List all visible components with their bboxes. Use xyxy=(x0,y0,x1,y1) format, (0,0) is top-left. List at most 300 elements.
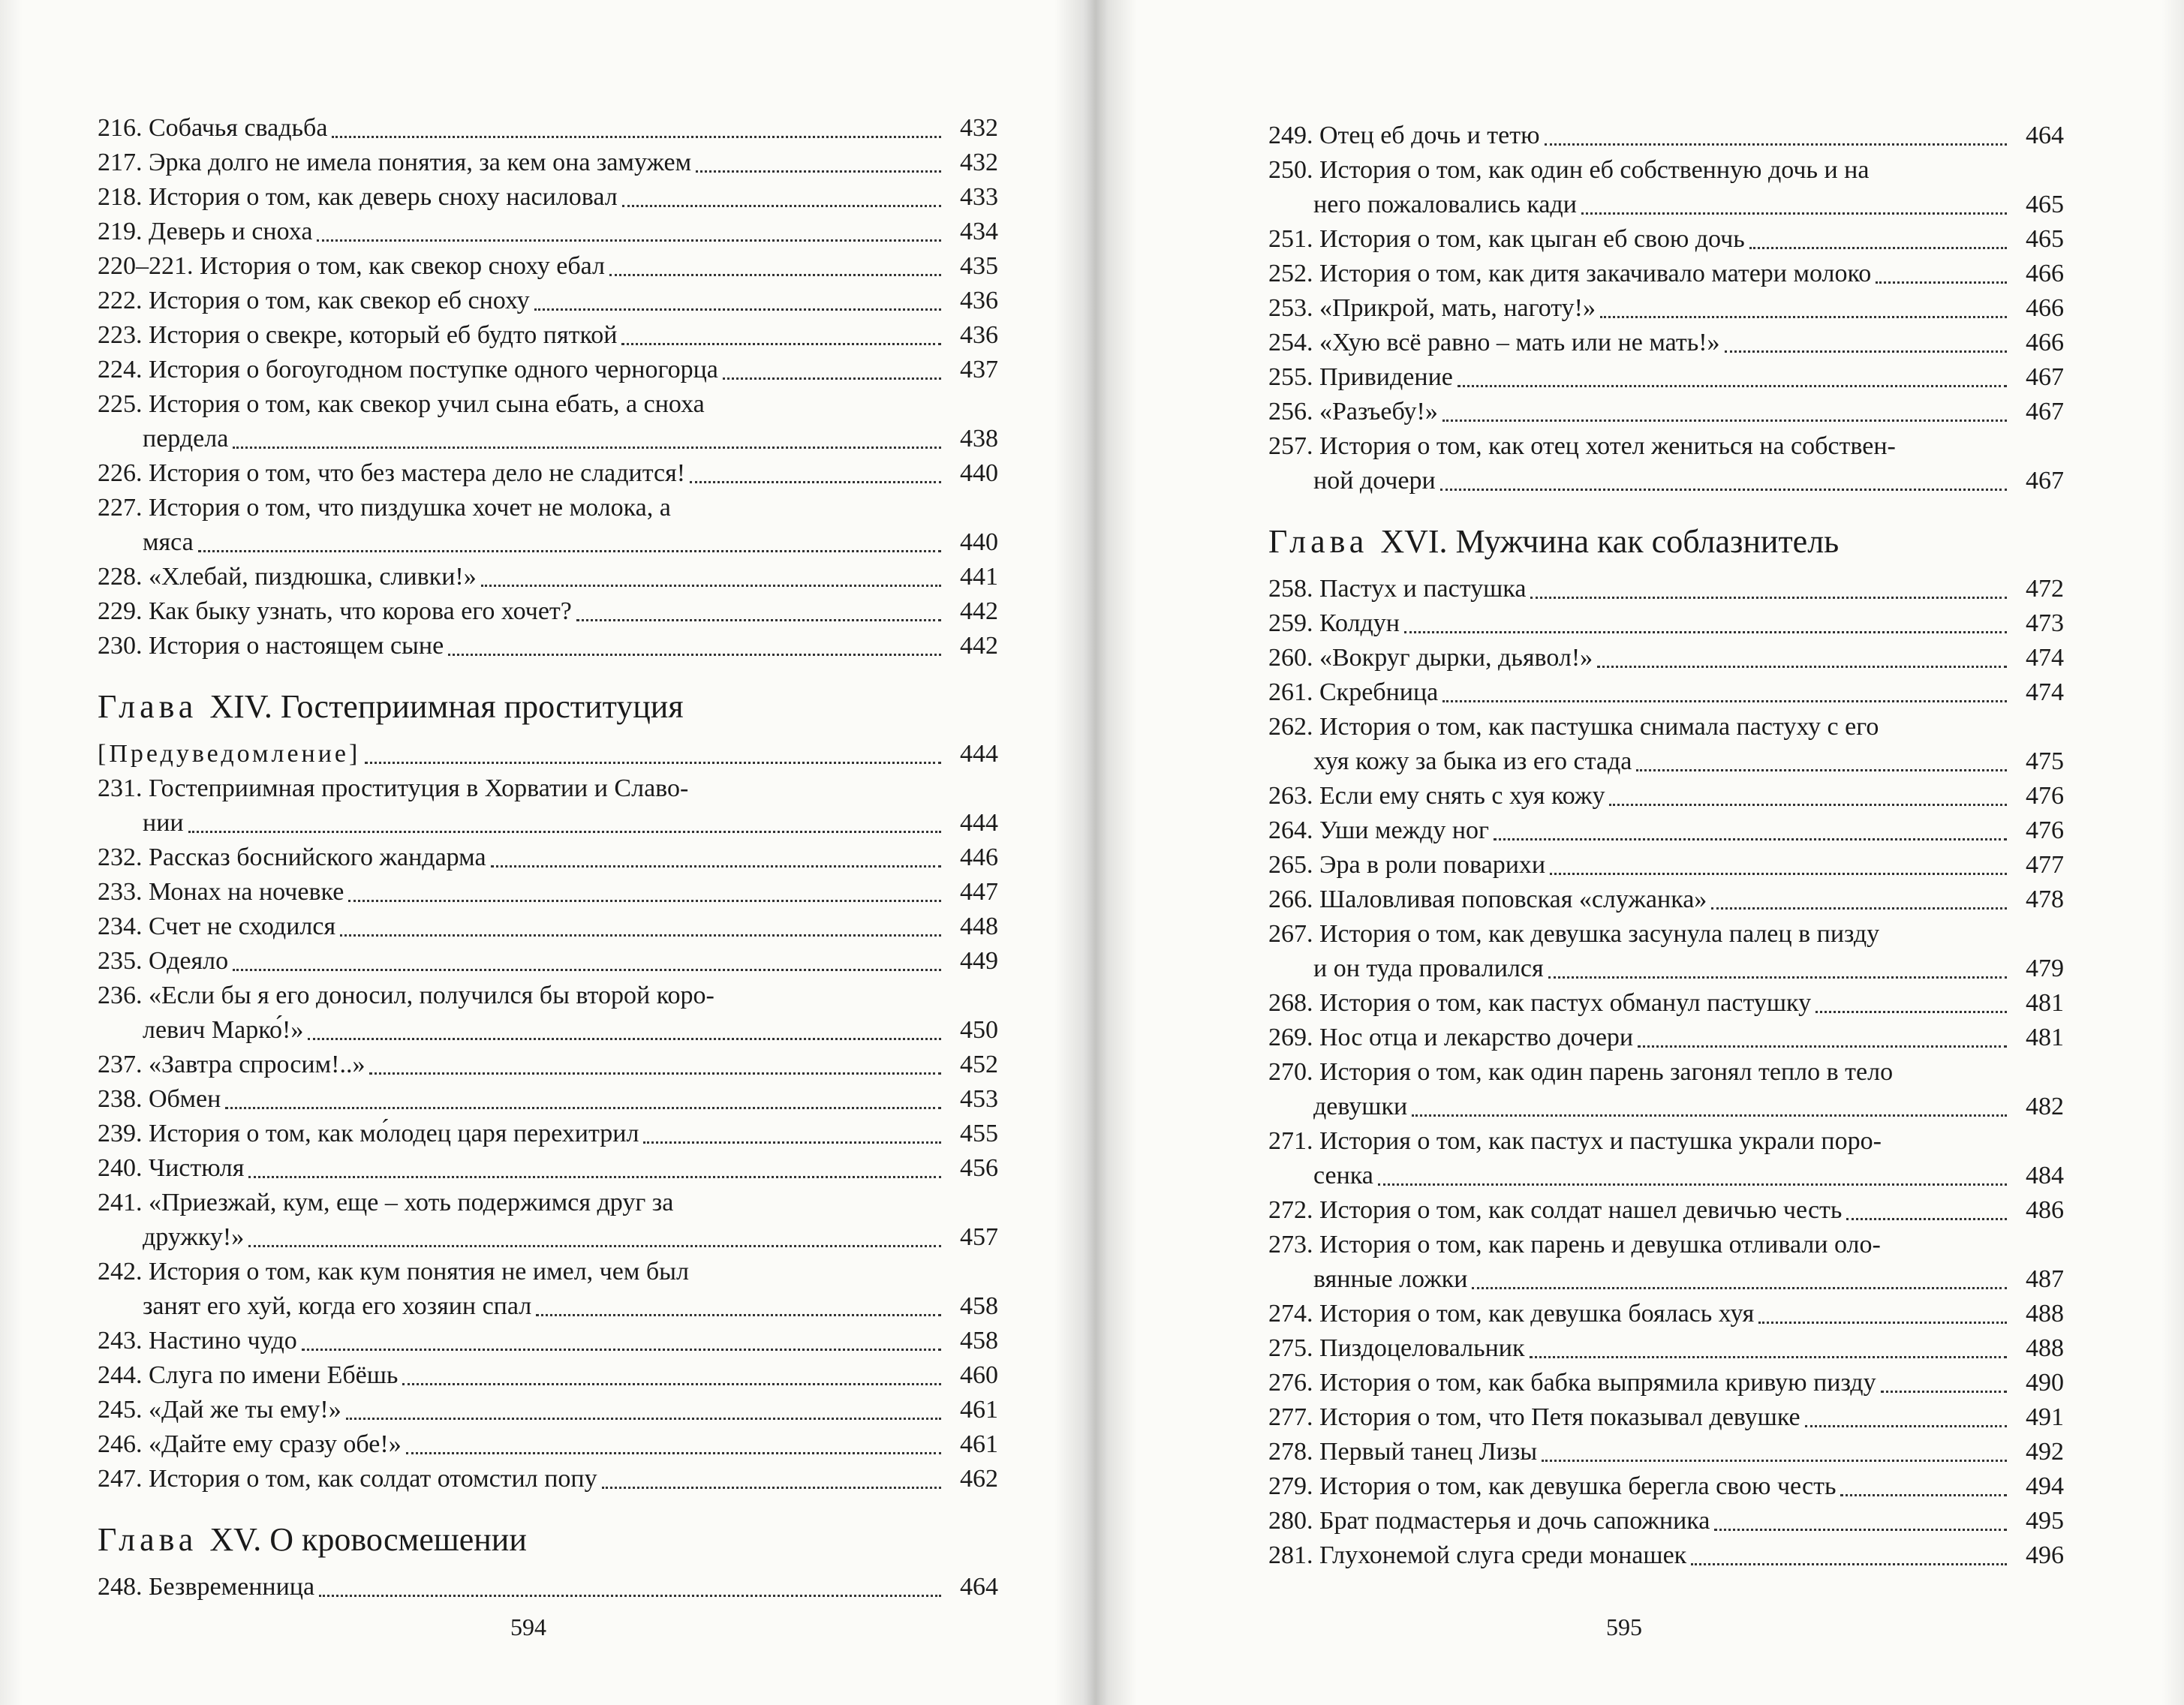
toc-entry-continuation xyxy=(98,1013,946,1048)
toc-entry-text-block xyxy=(98,180,946,215)
toc-page-number: 457 xyxy=(960,1223,998,1251)
toc-entry xyxy=(98,353,998,387)
dot-leader xyxy=(233,969,941,971)
toc-entry-text-block xyxy=(98,737,946,771)
toc-entry-title: 249. Отец еб дочь и тетю xyxy=(1268,122,1540,149)
toc-entry xyxy=(98,180,998,215)
toc-entry-title: 242. История о том, как кум понятия не имел, чем был xyxy=(98,1258,689,1286)
toc-entry-text-block xyxy=(98,944,946,979)
toc-page-number: 458 xyxy=(960,1327,998,1355)
toc-entry-text-block xyxy=(98,1255,946,1324)
dot-leader xyxy=(1404,631,2007,633)
page-edge-shadow xyxy=(0,0,23,1705)
toc-entry xyxy=(1268,222,2064,257)
toc-entry-text-block xyxy=(1268,675,2011,710)
toc-entry-text-block xyxy=(98,594,946,629)
toc-page-number: 477 xyxy=(2026,851,2064,879)
toc-page-number: 442 xyxy=(960,597,998,625)
toc-entry-text-block xyxy=(1268,986,2011,1021)
toc-entry-title: 231. Гостеприимная проституция в Хорватии и Славо- xyxy=(98,774,689,802)
dot-leader xyxy=(225,1107,941,1109)
toc-entry-title: 236. «Если бы я его доносил, получился бы второй коро- xyxy=(98,982,714,1009)
toc-entry-text-block xyxy=(98,1048,946,1082)
toc-entry-title-cont: ной дочери xyxy=(1313,467,1436,495)
dot-leader xyxy=(369,1072,941,1075)
toc-page-number: 467 xyxy=(2026,398,2064,425)
toc-entry-text-block xyxy=(98,1186,946,1255)
dot-leader xyxy=(302,1349,941,1351)
toc-entry-text-block xyxy=(98,629,946,663)
toc-entry-text-block xyxy=(98,560,946,594)
toc-page-number: 456 xyxy=(960,1154,998,1182)
toc-entry xyxy=(98,1462,998,1496)
toc-page-number: 481 xyxy=(2026,1024,2064,1051)
toc-page-number: 465 xyxy=(2026,225,2064,253)
toc-page-number: 461 xyxy=(960,1396,998,1424)
dot-leader xyxy=(1758,1322,2007,1324)
left-page xyxy=(0,0,1081,1705)
toc-entry-title: 270. История о том, как один парень загонял тепло в тело xyxy=(1268,1058,1894,1086)
toc-entry xyxy=(1268,1366,2064,1400)
toc-entry-continuation xyxy=(1268,1159,2011,1193)
dot-leader xyxy=(1846,1218,2007,1220)
toc-entry-title: 224. История о богоугодном поступке одного черногорца xyxy=(98,356,718,383)
page-number: 594 xyxy=(510,1613,546,1640)
dot-leader xyxy=(534,308,941,311)
toc-entry-title: 218. История о том, как деверь сноху насиловал xyxy=(98,183,618,211)
toc-page-number: 478 xyxy=(2026,886,2064,913)
toc-entry-title-cont: нии xyxy=(143,809,184,837)
toc-entry xyxy=(98,249,998,284)
toc-entry-title: 219. Деверь и сноха xyxy=(98,218,313,245)
toc-entry-text-block xyxy=(98,979,946,1048)
dot-leader xyxy=(1378,1183,2007,1186)
toc-entry-text-block xyxy=(1268,572,2011,606)
toc-entry-title: 278. Первый танец Лизы xyxy=(1268,1438,1538,1466)
dot-leader xyxy=(1597,666,2007,668)
toc-entry-text-block xyxy=(98,1462,946,1496)
dot-leader xyxy=(622,205,941,207)
toc-entry-title: 274. История о том, как девушка боялась хуя xyxy=(1268,1300,1755,1328)
toc-entry-title: 261. Скребница xyxy=(1268,678,1439,706)
toc-page-number: 481 xyxy=(2026,989,2064,1017)
toc-entry-title: 222. История о том, как свекор еб сноху xyxy=(98,287,530,314)
toc-page-number: 495 xyxy=(2026,1507,2064,1535)
toc-page-number: 464 xyxy=(960,1573,998,1601)
toc-entry xyxy=(1268,710,2064,779)
toc-entry xyxy=(1268,675,2064,710)
toc-entry-text-block xyxy=(1268,257,2011,291)
toc-entry-title: 216. Собачья свадьба xyxy=(98,114,328,142)
toc-entry-continuation xyxy=(98,1289,946,1324)
toc-entry-text-block xyxy=(1268,222,2011,257)
toc-entry-title: 234. Счет не сходился xyxy=(98,913,336,940)
toc-entry-text-block xyxy=(98,1570,946,1604)
toc-entry-text-block xyxy=(98,1117,946,1151)
toc-page-number: 473 xyxy=(2026,609,2064,637)
toc-entry-text-block xyxy=(98,318,946,353)
toc-entry-title-cont: левич Марко́!» xyxy=(143,1016,304,1044)
toc-page-number: 475 xyxy=(2026,747,2064,775)
dot-leader xyxy=(402,1383,941,1385)
toc-entry-title-cont: мяса xyxy=(143,528,194,556)
dot-leader xyxy=(1458,385,2007,387)
toc-page-number: 450 xyxy=(960,1016,998,1044)
toc-page-number: 494 xyxy=(2026,1472,2064,1500)
page-edge-shadow xyxy=(2161,0,2184,1705)
toc-entry-continuation xyxy=(1268,1090,2011,1124)
toc-entry-continuation xyxy=(1268,464,2011,498)
chapter-heading xyxy=(98,1517,998,1562)
toc-page-number: 490 xyxy=(2026,1369,2064,1397)
toc-entry-text-block xyxy=(98,1358,946,1393)
toc-entry xyxy=(1268,641,2064,675)
toc-entry-text-block xyxy=(1268,710,2011,779)
toc-page-number: 449 xyxy=(960,947,998,975)
dot-leader xyxy=(696,170,941,173)
toc-page-number: 432 xyxy=(960,149,998,176)
toc-entry-text-block xyxy=(1268,1400,2011,1435)
toc-entry-title: 280. Брат подмастерья и дочь сапожника xyxy=(1268,1507,1710,1535)
toc-page-number: 486 xyxy=(2026,1196,2064,1224)
toc-entry-title: 241. «Приезжай, кум, еще – хоть подержимся друг за xyxy=(98,1189,674,1216)
dot-leader xyxy=(1636,769,2007,771)
toc-entry-title: 220–221. История о том, как свекор сноху ебал xyxy=(98,252,605,280)
toc-entry-title: 217. Эрка долго не имела понятия, за кем она замужем xyxy=(98,149,692,176)
dot-leader xyxy=(1530,597,2007,599)
toc-page-number: 436 xyxy=(960,321,998,349)
toc-entry-text-block xyxy=(1268,848,2011,883)
toc-entry-continuation xyxy=(98,806,946,840)
dot-leader xyxy=(1545,143,2007,146)
chapter-label: Глава xyxy=(98,1521,198,1558)
toc-page-number: 444 xyxy=(960,740,998,768)
dot-leader xyxy=(1805,1425,2007,1427)
toc-entry-text-block xyxy=(1268,779,2011,813)
toc-entry-title-cont: и он туда провалился xyxy=(1313,955,1544,982)
toc-entry-title: 228. «Хлебай, пиздюшка, сливки!» xyxy=(98,563,477,591)
toc-entry xyxy=(1268,779,2064,813)
toc-entry-text-block xyxy=(1268,326,2011,360)
toc-page-number: 476 xyxy=(2026,816,2064,844)
toc-page-number: 465 xyxy=(2026,191,2064,218)
toc-entry-text-block xyxy=(1268,119,2011,153)
chapter-title: XVI. Мужчина как соблазнитель xyxy=(1380,523,1840,560)
book-gutter-shadow xyxy=(1054,0,1137,1705)
toc-entry-text-block xyxy=(1268,1538,2011,1573)
toc-entry xyxy=(98,1117,998,1151)
toc-entry xyxy=(98,146,998,180)
toc-page-number: 432 xyxy=(960,114,998,142)
toc-entry-text-block xyxy=(1268,1469,2011,1504)
toc-entry xyxy=(1268,1400,2064,1435)
toc-entry-title: 223. История о свекре, который еб будто пяткой xyxy=(98,321,618,349)
toc-page-number: 433 xyxy=(960,183,998,211)
toc-entry xyxy=(1268,1297,2064,1331)
toc-entry-title: 251. История о том, как цыган еб свою дочь xyxy=(1268,225,1745,253)
toc-entry-title: 275. Пиздоцеловальник xyxy=(1268,1334,1525,1362)
toc-entry xyxy=(98,1048,998,1082)
toc-entry-text-block xyxy=(98,771,946,840)
dot-leader xyxy=(1442,700,2007,702)
toc-entry-title: 245. «Дай же ты ему!» xyxy=(98,1396,341,1424)
dot-leader xyxy=(448,654,941,656)
dot-leader xyxy=(248,1245,941,1247)
dot-leader xyxy=(1714,1529,2007,1531)
toc-entry-text-block xyxy=(1268,1435,2011,1469)
dot-leader xyxy=(723,377,941,380)
toc-entry-title: 230. История о настоящем сыне xyxy=(98,632,444,660)
toc-entry-text-block xyxy=(98,353,946,387)
toc-entry xyxy=(98,840,998,875)
toc-entry-title-cont: хуя кожу за быка из его стада xyxy=(1313,747,1632,775)
toc-entry-title: 238. Обмен xyxy=(98,1085,221,1113)
toc-entry xyxy=(98,771,998,840)
dot-leader xyxy=(348,900,941,902)
toc-entry xyxy=(1268,1021,2064,1055)
chapter-label: Глава xyxy=(1268,523,1369,560)
toc-entry-title: 256. «Разъебу!» xyxy=(1268,398,1438,425)
toc-entry xyxy=(1268,153,2064,222)
toc-entry-title-cont: занят его хуй, когда его хозяин спал xyxy=(143,1292,532,1320)
toc-entry-text-block xyxy=(1268,291,2011,326)
toc-entry-text-block xyxy=(1268,1021,2011,1055)
toc-entry-text-block xyxy=(98,387,946,456)
toc-entry-text-block xyxy=(98,1082,946,1117)
toc-page-number: 474 xyxy=(2026,678,2064,706)
toc-entry xyxy=(98,387,998,456)
dot-leader xyxy=(609,274,941,276)
toc-page-number: 474 xyxy=(2026,644,2064,672)
dot-leader xyxy=(1815,1011,2007,1013)
toc-page-number: 479 xyxy=(2026,955,2064,982)
toc-entry-title: 260. «Вокруг дырки, дьявол!» xyxy=(1268,644,1593,672)
toc-page-number: 460 xyxy=(960,1361,998,1389)
dot-leader xyxy=(1530,1356,2008,1358)
toc-entry xyxy=(1268,119,2064,153)
dot-leader xyxy=(1840,1494,2007,1496)
dot-leader xyxy=(365,762,941,764)
toc-page-number: 440 xyxy=(960,528,998,556)
toc-page-number: 484 xyxy=(2026,1162,2064,1189)
toc-entry xyxy=(98,491,998,560)
toc-entry xyxy=(98,1570,998,1604)
toc-page-number: 466 xyxy=(2026,294,2064,322)
dot-leader xyxy=(576,619,941,621)
toc-entry-title-cont: вянные ложки xyxy=(1313,1265,1468,1293)
toc-page-number: 437 xyxy=(960,356,998,383)
toc-entry-text-block xyxy=(98,491,946,560)
toc-entry-text-block xyxy=(98,249,946,284)
toc-entry-title-cont: пердела xyxy=(143,425,229,453)
toc-entry-title: 259. Колдун xyxy=(1268,609,1400,637)
toc-entry-title: 252. История о том, как дитя закачивало матери молоко xyxy=(1268,260,1872,287)
dot-leader xyxy=(1442,419,2007,422)
toc-list xyxy=(98,737,998,1496)
dot-leader xyxy=(332,136,941,138)
dot-leader xyxy=(1881,1391,2007,1393)
toc-entry xyxy=(98,1082,998,1117)
toc-entry-text-block xyxy=(1268,1124,2011,1193)
dot-leader xyxy=(188,831,941,833)
toc-entry xyxy=(1268,1193,2064,1228)
toc-entry xyxy=(1268,813,2064,848)
dot-leader xyxy=(340,934,941,937)
toc-entry xyxy=(98,284,998,318)
toc-entry-title: 254. «Хую всё равно – мать или не мать!» xyxy=(1268,329,1720,356)
toc-entry-title: 225. История о том, как свекор учил сына ебать, а сноха xyxy=(98,390,705,418)
toc-entry-title: 267. История о том, как девушка засунула палец в пизду xyxy=(1268,920,1880,948)
toc-entry xyxy=(98,111,998,146)
toc-entry xyxy=(1268,1538,2064,1573)
toc-list xyxy=(98,1570,998,1604)
toc-page-number: 488 xyxy=(2026,1334,2064,1362)
toc-entry-title-cont: сенка xyxy=(1313,1162,1373,1189)
left-toc-column xyxy=(98,111,998,1604)
toc-page-number: 438 xyxy=(960,425,998,453)
toc-entry xyxy=(98,594,998,629)
toc-entry-title: 266. Шаловливая поповская «служанка» xyxy=(1268,886,1707,913)
toc-page-number: 442 xyxy=(960,632,998,660)
toc-entry xyxy=(1268,1055,2064,1124)
toc-page-number: 492 xyxy=(2026,1438,2064,1466)
chapter-title: XV. О кровосмешении xyxy=(209,1521,527,1558)
toc-entry-continuation xyxy=(1268,1262,2011,1297)
toc-page-number: 476 xyxy=(2026,782,2064,810)
toc-entry-title: 273. История о том, как парень и девушка отливали оло- xyxy=(1268,1231,1881,1258)
toc-entry xyxy=(98,1324,998,1358)
dot-leader xyxy=(319,1595,941,1597)
toc-entry-title: 269. Нос отца и лекарство дочери xyxy=(1268,1024,1634,1051)
right-toc-column xyxy=(1268,119,2064,1573)
dot-leader xyxy=(1725,350,2007,353)
toc-entry-text-block xyxy=(98,840,946,875)
toc-entry xyxy=(1268,291,2064,326)
toc-entry-text-block xyxy=(1268,1331,2011,1366)
dot-leader xyxy=(1412,1114,2007,1117)
toc-entry-title: 262. История о том, как пастушка снимала пастуху с его xyxy=(1268,713,1879,741)
dot-leader xyxy=(198,550,941,552)
toc-entry xyxy=(1268,360,2064,395)
toc-entry xyxy=(98,560,998,594)
toc-entry-title: 235. Одеяло xyxy=(98,947,229,975)
toc-entry-title: 263. Если ему снять с хуя кожу xyxy=(1268,782,1605,810)
toc-entry-text-block xyxy=(98,215,946,249)
toc-page-number: 462 xyxy=(960,1465,998,1493)
toc-list xyxy=(1268,572,2064,1573)
toc-entry-title: 265. Эра в роли поварихи xyxy=(1268,851,1546,879)
toc-entry-text-block xyxy=(98,146,946,180)
dot-leader xyxy=(1494,838,2007,840)
dot-leader xyxy=(1581,212,2007,215)
toc-entry-text-block xyxy=(98,1427,946,1462)
toc-page-number: 436 xyxy=(960,287,998,314)
toc-entry xyxy=(1268,395,2064,429)
toc-page-number: 448 xyxy=(960,913,998,940)
dot-leader xyxy=(1711,907,2007,910)
dot-leader xyxy=(406,1452,941,1454)
toc-entry-text-block xyxy=(98,910,946,944)
toc-entry-title: 226. История о том, что без мастера дело не сладится! xyxy=(98,459,686,487)
toc-entry-title: 264. Уши между ног xyxy=(1268,816,1489,844)
toc-entry-title: 232. Рассказ боснийского жандарма xyxy=(98,843,486,871)
toc-entry xyxy=(98,1393,998,1427)
chapter-heading xyxy=(1268,519,2064,564)
toc-page-number: 461 xyxy=(960,1430,998,1458)
toc-entry xyxy=(98,979,998,1048)
dot-leader xyxy=(1691,1563,2007,1565)
dot-leader xyxy=(481,585,941,587)
toc-entry-title: 257. История о том, как отец хотел жениться на собствен- xyxy=(1268,432,1896,460)
toc-entry-text-block xyxy=(98,111,946,146)
toc-page-number: 467 xyxy=(2026,467,2064,495)
toc-entry-text-block xyxy=(1268,1504,2011,1538)
toc-entry-continuation xyxy=(1268,188,2011,222)
toc-page-number: 458 xyxy=(960,1292,998,1320)
toc-entry-continuation xyxy=(98,422,946,456)
chapter-title: XIV. Гостеприимная проституция xyxy=(209,688,684,725)
dot-leader xyxy=(1749,247,2007,249)
toc-entry xyxy=(98,629,998,663)
toc-entry-title: 239. История о том, как мо́лодец царя перехитрил xyxy=(98,1120,639,1147)
toc-entry-text-block xyxy=(1268,1297,2011,1331)
toc-entry-text-block xyxy=(1268,1193,2011,1228)
toc-entry xyxy=(1268,1124,2064,1193)
toc-entry-title: 237. «Завтра спросим!..» xyxy=(98,1051,366,1078)
toc-page-number: 441 xyxy=(960,563,998,591)
toc-entry xyxy=(98,875,998,910)
dot-leader xyxy=(233,447,941,449)
toc-entry xyxy=(98,1255,998,1324)
toc-entry-title: 246. «Дайте ему сразу обе!» xyxy=(98,1430,402,1458)
dot-leader xyxy=(1876,281,2007,284)
toc-entry-text-block xyxy=(1268,1366,2011,1400)
toc-entry xyxy=(1268,1469,2064,1504)
toc-entry xyxy=(1268,1504,2064,1538)
toc-entry-title: 253. «Прикрой, мать, наготу!» xyxy=(1268,294,1596,322)
toc-entry xyxy=(98,910,998,944)
toc-entry-title: 258. Пастух и пастушка xyxy=(1268,575,1527,603)
toc-list xyxy=(1268,119,2064,498)
toc-page-number: 440 xyxy=(960,459,998,487)
dot-leader xyxy=(317,239,941,242)
toc-page-number: 491 xyxy=(2026,1403,2064,1431)
toc-page-number: 447 xyxy=(960,878,998,906)
dot-leader xyxy=(602,1487,941,1489)
toc-entry-continuation xyxy=(1268,744,2011,779)
toc-list xyxy=(98,111,998,663)
toc-entry-title: 247. История о том, как солдат отомстил попу xyxy=(98,1465,597,1493)
toc-entry-text-block xyxy=(1268,1228,2011,1297)
dot-leader xyxy=(1600,316,2007,318)
toc-entry xyxy=(1268,883,2064,917)
toc-entry-text-block xyxy=(98,1324,946,1358)
toc-entry-text-block xyxy=(1268,813,2011,848)
toc-entry xyxy=(98,737,998,771)
chapter-heading xyxy=(98,684,998,729)
toc-entry xyxy=(1268,572,2064,606)
toc-entry-continuation xyxy=(1268,952,2011,986)
page-number: 595 xyxy=(1606,1613,1642,1640)
toc-entry-title: 281. Глухонемой слуга среди монашек xyxy=(1268,1541,1687,1569)
toc-entry-text-block xyxy=(1268,606,2011,641)
toc-entry xyxy=(1268,429,2064,498)
toc-entry xyxy=(1268,1435,2064,1469)
toc-entry-title: 255. Привидение xyxy=(1268,363,1453,391)
toc-entry-text-block xyxy=(1268,917,2011,986)
toc-page-number: 488 xyxy=(2026,1300,2064,1328)
toc-entry-text-block xyxy=(1268,360,2011,395)
